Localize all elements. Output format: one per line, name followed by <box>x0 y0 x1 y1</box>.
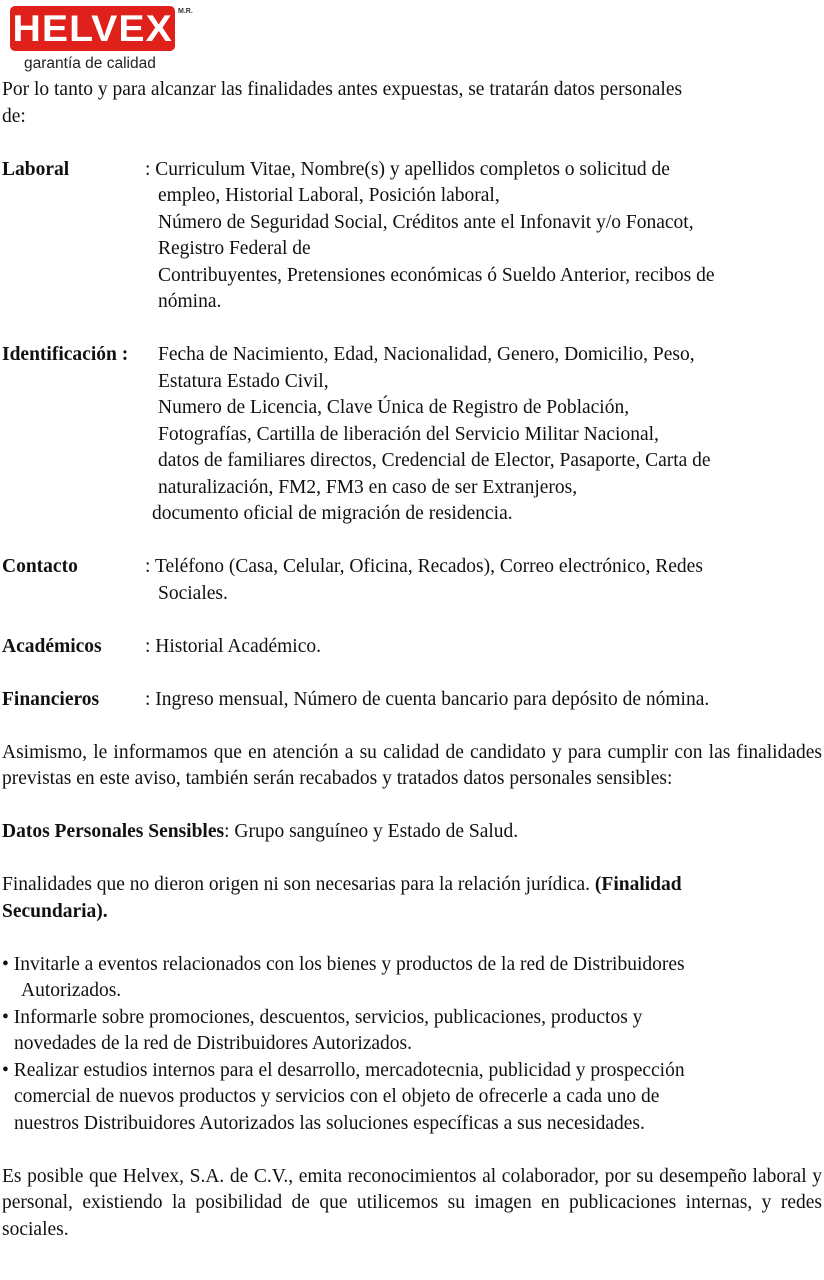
category-identificacion: Identificación : Fecha de Nacimiento, Edad, Nacionalidad, Genero, Domicilio, Peso, Estatura Estado Civil, Numero de Licencia, Clave Única de Registro de Población, Fotografías, Cartilla de liberación del Servicio Militar Nacional, datos de familiares directos, Credencial de Elector, Pasaporte, Carta de naturalización, FM2, FM3 en caso de ser Extranjeros, documento oficial de migración de residencia. <box>2 342 822 528</box>
category-label: Financieros <box>2 688 100 710</box>
category-label: Identificación : <box>2 344 129 365</box>
intro-paragraph: Por lo tanto y para alcanzar las finalidades antes expuestas, se tratarán datos personales de: <box>2 79 683 127</box>
sensitive-label: Datos Personales Sensibles <box>2 821 225 842</box>
logo-tagline: garantía de calidad <box>24 55 156 72</box>
document-body <box>2 77 822 1243</box>
sensitive-data-line <box>2 819 822 846</box>
logo-wordmark: HELVEX <box>12 8 173 49</box>
secondary-purposes-paragraph: Finalidades que no dieron origen ni son necesarias para la relación jurídica. (Finalidad Secundaria). <box>2 874 682 922</box>
sensitive-text: : Grupo sanguíneo y Estado de Salud. <box>224 821 519 842</box>
sensitive-intro-paragraph: Asimismo, le informamos que en atención a su calidad de candidato y para cumplir con las finalidades previstas en este aviso, también serán recabados y tratados datos personales sensibles: <box>2 741 822 789</box>
helvex-logo <box>10 6 195 74</box>
bullet-list: • Invitarle a eventos relacionados con los bienes y productos de la red de Distribuidores Autorizados. • Informarle sobre promociones, descuentos, servicios, publicaciones, productos y novedades de la red de Distribuidores Autorizados. • Realizar estudios internos para el desarrollo, mercadotecnia, publicidad y prospección comercial de nuevos productos y servicios con el objeto de ofrecerle a cada uno de nuestros Distribuidores Autorizados las soluciones específicas a sus necesidades. <box>2 952 822 1138</box>
category-contacto: Contacto : Teléfono (Casa, Celular, Oficina, Recados), Correo electrónico, Redes Sociales. <box>2 554 822 607</box>
list-item: • Invitarle a eventos relacionados con los bienes y productos de la red de Distribuidores <box>2 953 685 975</box>
list-item: • Realizar estudios internos para el desarrollo, mercadotecnia, publicidad y prospección <box>2 1059 685 1081</box>
category-laboral: Laboral : Curriculum Vitae, Nombre(s) y apellidos completos o solicitud de empleo, Historial Laboral, Posición laboral, Número de Seguridad Social, Créditos ante el Infonavit y/o Fonacot, Registro Federal de Contribuyentes, Pretensiones económicas ó Sueldo Anterior, recibos de nómina. <box>2 157 822 316</box>
registered-mark: M.R. <box>178 8 193 15</box>
category-label: Académicos <box>2 635 102 657</box>
closing-paragraph: Es posible que Helvex, S.A. de C.V., emita reconocimientos al colaborador, por su desempeño laboral y personal, existiendo la posibilidad de que utilicemos su imagen en publicaciones internas, y redes sociales. <box>2 1165 822 1240</box>
category-label: Contacto <box>2 556 78 577</box>
category-financieros: Financieros : Ingreso mensual, Número de cuenta bancario para depósito de nómina. <box>2 687 822 714</box>
logo-badge <box>10 6 175 51</box>
list-item: • Informarle sobre promociones, descuentos, servicios, publicaciones, productos y <box>2 1006 643 1028</box>
category-academicos: Académicos : Historial Académico. <box>2 634 822 661</box>
category-label: Laboral <box>2 158 70 180</box>
